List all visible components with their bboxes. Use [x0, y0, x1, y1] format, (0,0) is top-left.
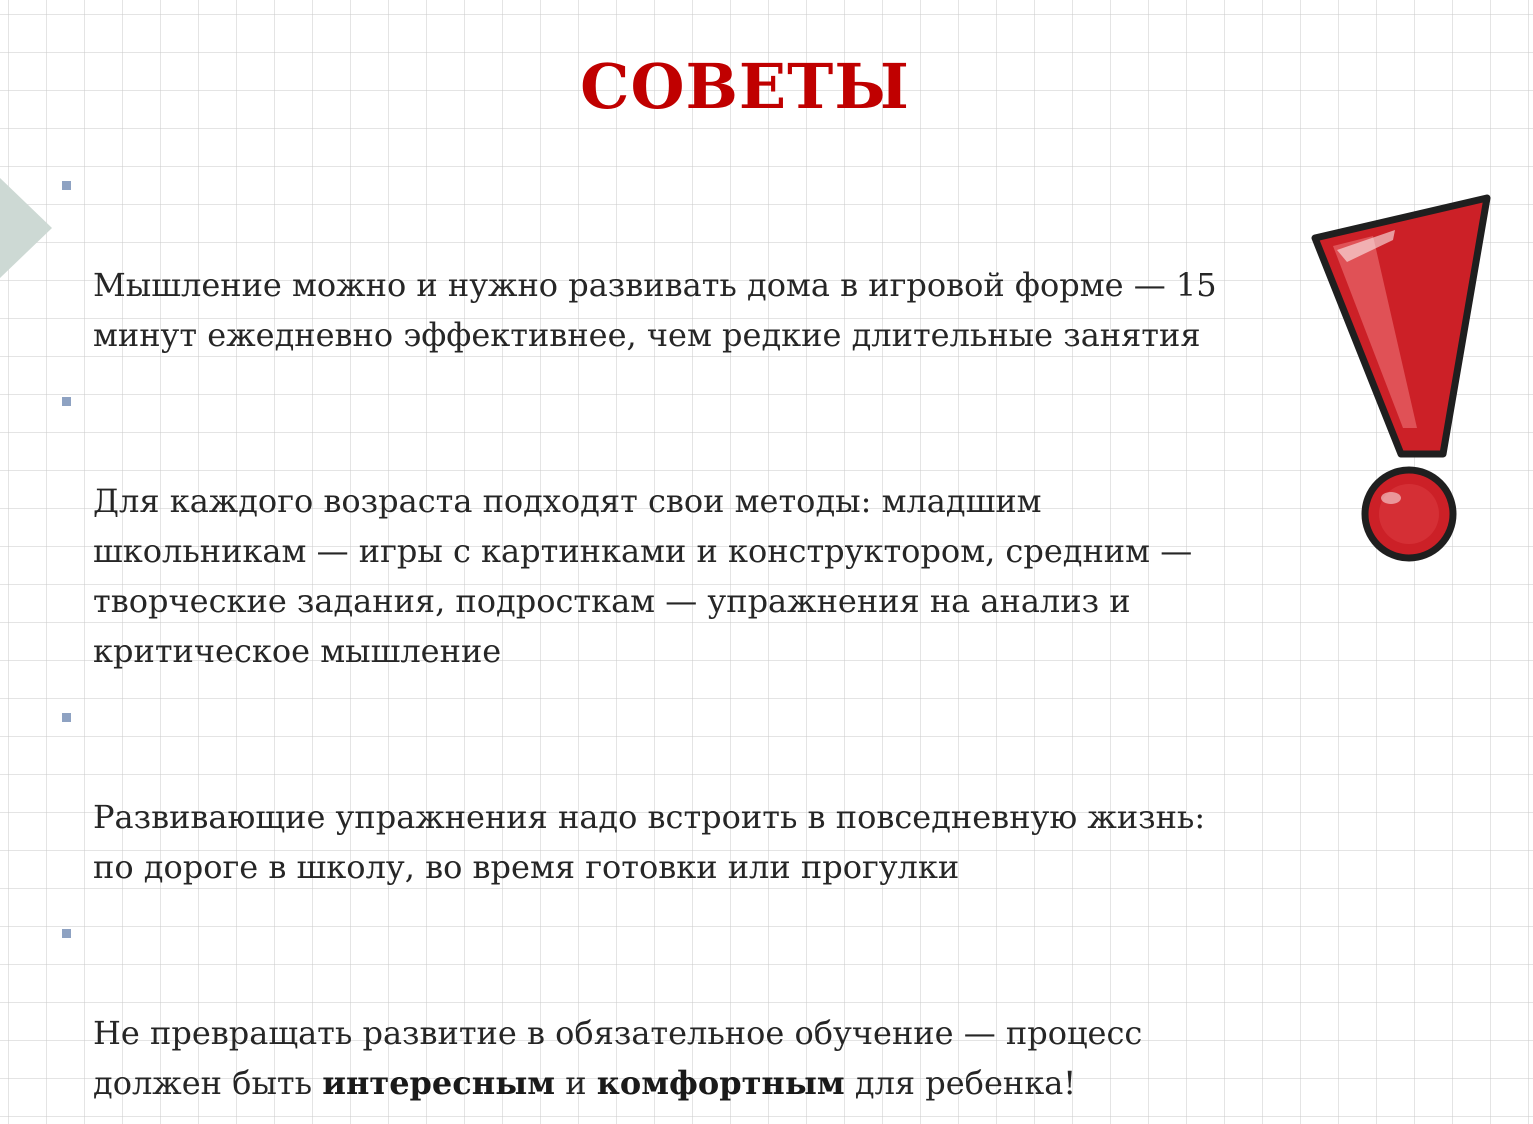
slide-title: СОВЕТЫ	[580, 50, 910, 123]
exclamation-mark-icon	[1275, 188, 1533, 568]
bullet-marker	[62, 713, 71, 722]
bold-word-interesting: интересным	[322, 1064, 556, 1102]
triangle-arrow-icon	[0, 178, 52, 278]
bullet-text: Для каждого возраста подходят свои методы: младшим школьникам — игры с картинками и конструктором, средним — творческие задания, подросткам — упражнения на анализ и критическое мышление	[93, 482, 1193, 670]
bullet-text-part: и	[555, 1064, 597, 1102]
bullet-text: Мышление можно и нужно развивать дома в игровой форме — 15 минут ежедневно эффективнее, чем редкие длительные занятия	[93, 266, 1217, 354]
bullet-item	[60, 160, 1260, 360]
bullet-marker	[62, 929, 71, 938]
bullet-marker	[62, 397, 71, 406]
bullet-list	[60, 160, 1260, 1124]
bullet-item	[60, 376, 1260, 676]
bullet-text: Развивающие упражнения надо встроить в повседневную жизнь: по дороге в школу, во время готовки или прогулки	[93, 798, 1206, 886]
bullet-text-part: Не превращать развитие в обязательное обучение — процесс должен быть	[93, 1014, 1143, 1102]
bold-word-comfortable: комфортным	[596, 1064, 845, 1102]
bullet-item	[60, 908, 1260, 1108]
bullet-text-part: для ребенка!	[844, 1064, 1077, 1102]
bullet-marker	[62, 181, 71, 190]
bullet-item	[60, 692, 1260, 892]
